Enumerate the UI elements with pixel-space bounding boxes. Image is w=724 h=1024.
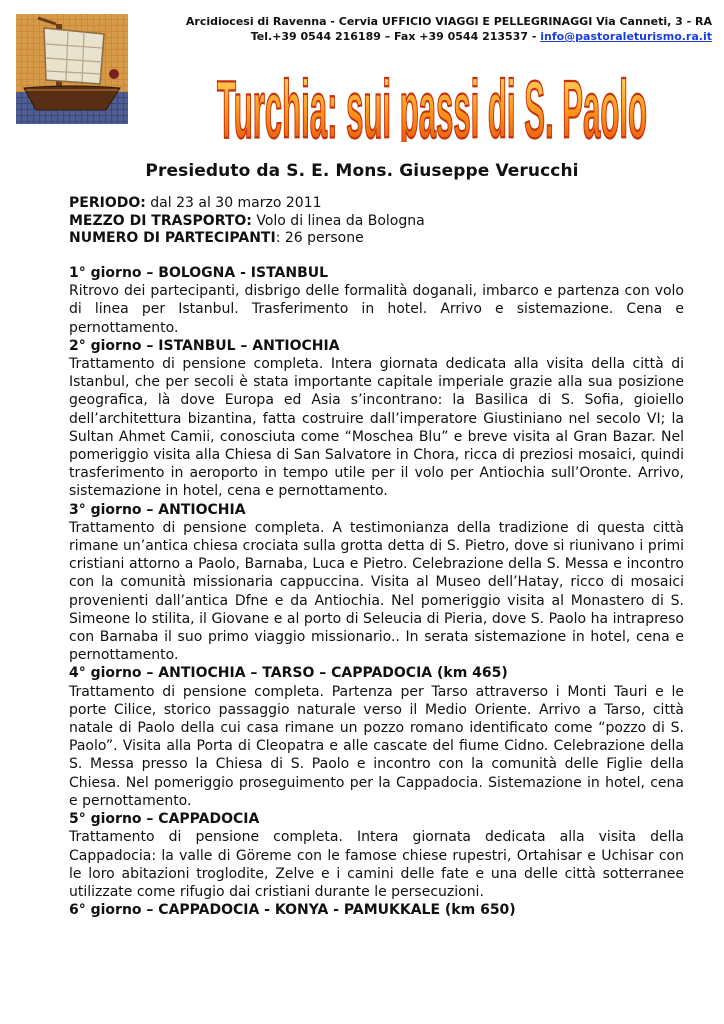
subtitle: Presieduto da S. E. Mons. Giuseppe Verucchi — [145, 161, 579, 181]
day-5 — [69, 810, 684, 901]
letterhead — [152, 14, 712, 44]
info-mezzo — [69, 213, 669, 231]
day-4 — [69, 664, 684, 810]
partecipanti-label: NUMERO DI PARTECIPANTI — [69, 230, 276, 246]
email-link[interactable]: info@pastoraleturismo.ra.it — [540, 30, 712, 43]
day-heading: 4° giorno – ANTIOCHIA – TARSO – CAPPADOCIA (km 465) — [69, 665, 508, 682]
day-1 — [69, 264, 684, 337]
info-periodo — [69, 195, 669, 213]
letterhead-line-1: Arcidiocesi di Ravenna - Cervia UFFICIO VIAGGI E PELLEGRINAGGI Via Canneti, 3 - RA — [185, 15, 712, 28]
day-heading: 6° giorno – CAPPADOCIA - KONYA - PAMUKKALE (km 650) — [69, 902, 516, 919]
day-heading: 1° giorno – BOLOGNA - ISTANBUL — [69, 265, 329, 281]
day-heading: 5° giorno – CAPPADOCIA — [69, 811, 260, 828]
info-partecipanti — [69, 230, 669, 248]
day-heading: 2° giorno – ISTANBUL – ANTIOCHIA — [69, 337, 340, 354]
periodo-label: PERIODO: — [69, 195, 146, 211]
day-heading: 3° giorno – ANTIOCHIA — [69, 501, 246, 518]
contact-phone-fax: Tel.+39 0544 216189 – Fax +39 0544 213537 - — [250, 30, 541, 43]
day-2 — [69, 337, 684, 501]
day-3 — [69, 501, 684, 665]
periodo-value: dal 23 al 30 marzo 2011 — [145, 195, 322, 211]
itinerary — [69, 264, 684, 919]
trip-info — [69, 195, 669, 248]
day-text: Trattamento di pensione completa. A testimonianza della tradizione di questa città rimane un’antica chiesa crociata sulla grotta detta di S. Pietro, dove si riunivano i primi cristiani attorno a Paolo, Barnaba, Luca e Pietro. Celebrazione della S. Messa e incontro con la comunità missionaria cappuccina. Visita al Museo dell’Hatay, ricco di mosaici provenienti dall’antica Dfne e da Antiochia. Nel pomeriggio visita al Monastero di S. Simeone lo stilita, il Giovane e al porto di Seleucia di Pieria, dove S. Paolo ha intrapreso con Barnaba il suo primo viaggio missionario.. In serata sistemazione in hotel, cena e pernottamento. — [69, 519, 684, 664]
mezzo-value: Volo di linea da Bologna — [251, 212, 425, 229]
day-6 — [69, 901, 684, 919]
letterhead-line-2 — [152, 29, 712, 44]
page-title-text: Turchia: sui passi di S. Paolo — [217, 63, 648, 142]
day-text: Trattamento di pensione completa. Partenza per Tarso attraverso i Monti Tauri e le porte Cilice, storico passaggio naturale verso il Medio Oriente. Arrivo a Tarso, città natale di Paolo della cui casa rimane un pozzo romano identificato come “pozzo di S. Paolo”. Visita alla Porta di Cleopatra e alle cascate del fiume Cidno. Celebrazione della S. Messa presso la Chiesa di S. Paolo e incontro con la comunità delle Figlie della Chiesa. Nel pomeriggio proseguimento per la Cappadocia. Sistemazione in hotel, cena e pernottamento. — [69, 683, 684, 809]
day-text: Trattamento di pensione completa. Intera giornata dedicata alla visita della città di Istanbul, che per secoli è stata importante capitale imperiale grazie alla sua posizione geografica, là dove Europa ed Asia s’incontrano: la Basilica di S. Sofia, gioiello dell’architettura bizantina, fatta costruire dall’imperatore Giustiniano nel secolo VI; la Sultan Ahmet Camii, conosciuta come “Moschea Blu” e breve visita al Gran Bazar. Nel pomeriggio visita alla Chiesa di San Salvatore in Chora, ricca di preziosi mosaici, quindi trasferimento in aeroporto in tempo utile per il volo per Antiochia sull’Oronte. Arrivo, sistemazione in hotel, cena e pernottamento. — [69, 356, 684, 500]
day-text: Trattamento di pensione completa. Intera giornata dedicata alla visita della Cappadocia: la valle di Göreme con le famose chiese rupestri, Ortahisar e Uchisar con le loro abitazioni troglodite, Zelve e i camini delle fate e una delle città sotterranee utilizzate come rifugio dai cristiani durante le persecuzioni. — [69, 829, 684, 900]
day-text: Ritrovo dei partecipanti, disbrigo delle formalità doganali, imbarco e partenza con volo di linea per Istanbul. Trasferimento in hotel. Arrivo e sistemazione. Cena e pernottamento. — [69, 283, 684, 336]
partecipanti-value: : 26 persone — [275, 230, 364, 246]
mezzo-label: MEZZO DI TRASPORTO: — [69, 212, 252, 229]
page-title — [152, 52, 712, 142]
ship-mosaic-logo — [16, 14, 128, 124]
